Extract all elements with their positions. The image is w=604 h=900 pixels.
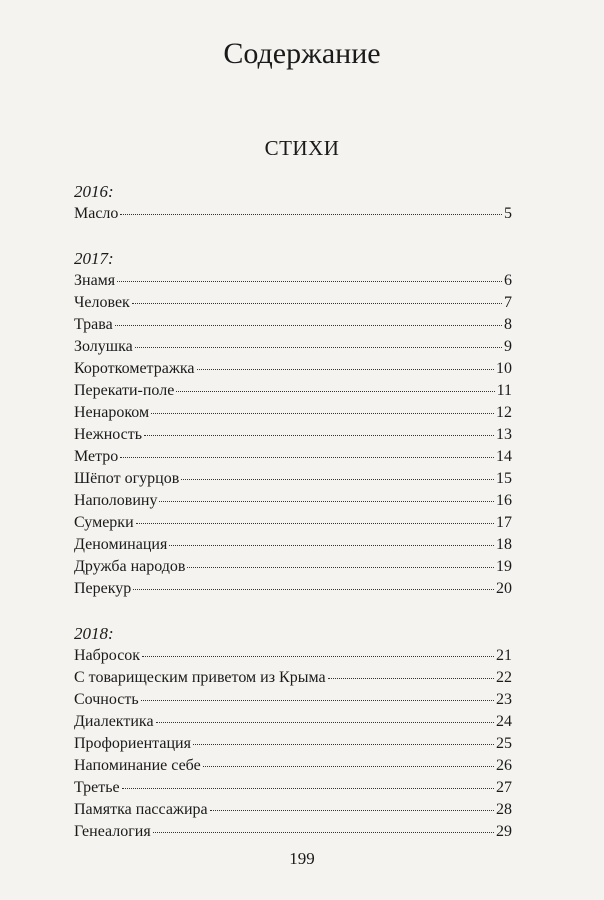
entry-page-number: 9 [504,338,512,355]
year-heading: 2018: [74,624,114,643]
toc-entry [74,424,512,446]
entry-page-number: 24 [496,713,512,730]
entry-page-number: 19 [496,558,512,575]
dot-leader [141,700,494,701]
entry-page-number: 13 [496,426,512,443]
entry-title: Перекати-поле [74,382,175,399]
year-heading: 2017: [74,249,114,268]
toc-year-group [74,248,512,600]
dot-leader [203,766,494,767]
entry-title: Знамя [74,272,116,289]
toc-entry [74,645,512,667]
entry-page-number: 29 [496,823,512,840]
toc-entry [74,203,512,225]
dot-leader [115,325,502,326]
dot-leader [159,501,494,502]
toc-entry [74,512,512,534]
entry-title: Ненароком [74,404,150,421]
toc-entry [74,689,512,711]
entry-page-number: 17 [496,514,512,531]
dot-leader [210,810,494,811]
entry-page-number: 15 [496,470,512,487]
page-title: Содержание [223,37,381,70]
toc-entry [74,468,512,490]
page-number: 199 [289,849,315,868]
entry-title: Шёпот огурцов [74,470,180,487]
entry-page-number: 23 [496,691,512,708]
toc-entry [74,821,512,843]
dot-leader [142,656,494,657]
entry-title: Памятка пассажира [74,801,208,818]
dot-leader [328,678,494,679]
entry-page-number: 8 [504,316,512,333]
entry-title: Деноминация [74,536,168,553]
toc-entry [74,336,512,358]
table-of-contents [74,181,512,866]
dot-leader [187,567,494,568]
toc-entry [74,777,512,799]
entry-page-number: 25 [496,735,512,752]
toc-entry [74,380,512,402]
dot-leader [144,435,494,436]
entry-title: Перекур [74,580,132,597]
entry-title: Короткометражка [74,360,195,377]
toc-year-group [74,181,512,225]
entry-page-number: 16 [496,492,512,509]
toc-entry [74,490,512,512]
entry-page-number: 21 [496,647,512,664]
entry-title: Нежность [74,426,143,443]
entry-page-number: 20 [496,580,512,597]
entry-page-number: 5 [504,205,512,222]
dot-leader [193,744,494,745]
entry-title: Наполовину [74,492,158,509]
entry-title: Набросок [74,647,141,664]
dot-leader [153,832,494,833]
toc-entry [74,578,512,600]
dot-leader [176,391,494,392]
entry-page-number: 27 [496,779,512,796]
entry-title: Диалектика [74,713,154,730]
entry-page-number: 28 [496,801,512,818]
entry-title: Трава [74,316,113,333]
entry-title: С товарищеским приветом из Крыма [74,669,326,686]
toc-entry [74,799,512,821]
entry-title: Третье [74,779,120,796]
toc-entry [74,402,512,424]
entry-page-number: 11 [496,382,512,399]
entry-title: Напоминание себе [74,757,201,774]
entry-title: Сумерки [74,514,134,531]
dot-leader [117,281,502,282]
toc-year-group [74,623,512,843]
toc-entry [74,270,512,292]
entry-page-number: 6 [504,272,512,289]
entry-page-number: 18 [496,536,512,553]
entry-title: Метро [74,448,119,465]
dot-leader [133,589,494,590]
entry-page-number: 7 [504,294,512,311]
entry-title: Профориентация [74,735,191,752]
toc-entry [74,556,512,578]
toc-entry [74,733,512,755]
toc-entry [74,534,512,556]
entry-title: Человек [74,294,130,311]
entry-title: Дружба народов [74,558,186,575]
toc-entry [74,446,512,468]
toc-entry [74,292,512,314]
toc-entry [74,711,512,733]
entry-page-number: 14 [496,448,512,465]
year-heading: 2016: [74,182,114,201]
dot-leader [169,545,494,546]
section-heading: СТИХИ [264,136,340,160]
dot-leader [197,369,494,370]
entry-title: Генеалогия [74,823,151,840]
toc-entry [74,358,512,380]
entry-page-number: 10 [496,360,512,377]
dot-leader [120,457,494,458]
dot-leader [135,347,502,348]
dot-leader [151,413,494,414]
dot-leader [122,788,494,789]
entry-title: Масло [74,205,119,222]
entry-page-number: 26 [496,757,512,774]
entry-page-number: 22 [496,669,512,686]
entry-page-number: 12 [496,404,512,421]
dot-leader [156,722,494,723]
toc-entry [74,667,512,689]
entry-title: Золушка [74,338,133,355]
dot-leader [181,479,494,480]
toc-entry [74,314,512,336]
dot-leader [120,214,502,215]
dot-leader [132,303,502,304]
toc-entry [74,755,512,777]
dot-leader [136,523,494,524]
entry-title: Сочность [74,691,139,708]
